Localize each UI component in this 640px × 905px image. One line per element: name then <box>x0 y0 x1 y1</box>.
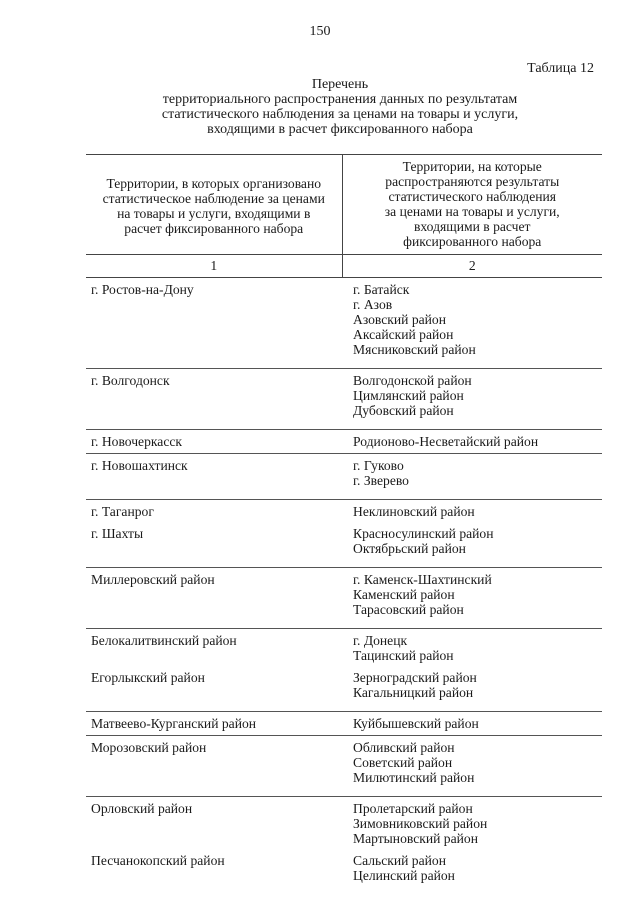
table-row <box>86 369 602 430</box>
covered-territory: г. Донецк <box>353 633 408 648</box>
observed-territory: Орловский район <box>91 801 193 816</box>
title-line: статистического наблюдения за ценами на товары и услуги, <box>161 107 519 122</box>
table-row <box>86 522 602 568</box>
col2-header-line: входящими в расчет <box>413 219 531 234</box>
table-row <box>86 568 602 629</box>
observed-territory: Егорлыкский район <box>86 666 342 712</box>
table-row <box>86 454 602 500</box>
title-line: Перечень <box>311 77 369 92</box>
covered-territories <box>342 736 602 797</box>
covered-territory: Обливский район <box>353 740 455 755</box>
covered-territories <box>342 430 602 454</box>
covered-territory: Советский район <box>353 755 453 770</box>
covered-territory: Красносулинский район <box>353 526 494 541</box>
col2-header <box>342 155 602 255</box>
table-row <box>86 430 602 454</box>
covered-territory: Куйбышевский район <box>353 716 479 731</box>
covered-territory: г. Азов <box>353 297 393 312</box>
covered-territories <box>342 629 602 667</box>
covered-territory: Тарасовский район <box>353 602 464 617</box>
col1-header-line: на товары и услуги, входящими в <box>117 206 311 221</box>
covered-territory: Зерноградский район <box>353 670 477 685</box>
covered-territory: Родионово-Несветайский район <box>353 434 539 449</box>
covered-territories <box>342 568 602 629</box>
covered-territory: Тацинский район <box>353 648 454 663</box>
col2-number: 2 <box>342 255 602 278</box>
col1-header-line: статистическое наблюдение за ценами <box>102 191 325 206</box>
covered-territory: Зимовниковский район <box>353 816 488 831</box>
column-numbers-row <box>86 255 602 278</box>
col1-header <box>86 155 342 255</box>
table-row <box>86 278 602 369</box>
observed-territory: Морозовский район <box>86 736 342 797</box>
table-header-row <box>86 155 602 255</box>
col2-header-line: за ценами на товары и услуги, <box>384 204 560 219</box>
covered-territories <box>342 849 602 894</box>
observed-territory: г. Шахты <box>86 522 342 568</box>
table-label: Таблица 12 <box>527 61 594 76</box>
col1-number: 1 <box>86 255 342 278</box>
table-row <box>86 849 602 894</box>
covered-territory: Каменский район <box>353 587 455 602</box>
col2-header-line: статистического наблюдения <box>388 189 557 204</box>
table-row <box>86 712 602 736</box>
covered-territory: Азовский район <box>353 312 447 327</box>
covered-territories <box>342 797 602 850</box>
covered-territories <box>342 522 602 568</box>
table-row <box>86 500 602 523</box>
covered-territory: Дубовский район <box>353 403 454 418</box>
covered-territory: г. Батайск <box>353 282 410 297</box>
table-row <box>86 736 602 797</box>
covered-territory: Пролетарский район <box>353 801 473 816</box>
covered-territory: Октябрьский район <box>353 541 466 556</box>
covered-territory: Сальский район <box>353 853 446 868</box>
covered-territory: Цимлянский район <box>353 388 464 403</box>
covered-territories <box>342 278 602 369</box>
table-title <box>60 77 620 137</box>
covered-territory: Целинский район <box>353 868 455 883</box>
covered-territory: Мясниковский район <box>353 342 476 357</box>
observed-territory: Миллеровский район <box>86 568 342 629</box>
title-line: входящими в расчет фиксированного набора <box>207 122 473 137</box>
covered-territory: Мартыновский район <box>353 831 478 846</box>
territories-table <box>86 154 602 894</box>
covered-territories <box>342 454 602 500</box>
page-number: 150 <box>309 24 331 39</box>
observed-territory: г. Новочеркасск <box>86 430 342 454</box>
title-line: территориального распространения данных по результатам <box>162 92 518 107</box>
observed-territory: г. Таганрог <box>91 504 154 519</box>
covered-territory: г. Зверево <box>353 473 409 488</box>
covered-territory: Неклиновский район <box>353 504 475 519</box>
covered-territory: г. Гуково <box>353 458 404 473</box>
observed-territory: Белокалитвинский район <box>91 633 237 648</box>
covered-territories <box>342 500 602 523</box>
observed-territory: г. Новошахтинск <box>86 454 342 500</box>
col1-header-line: расчет фиксированного набора <box>124 221 304 236</box>
covered-territory: Милютинский район <box>353 770 475 785</box>
table-row <box>86 629 602 667</box>
covered-territory: Аксайский район <box>353 327 454 342</box>
observed-territory: г. Ростов-на-Дону <box>86 278 342 369</box>
col2-header-line: распространяются результаты <box>385 174 560 189</box>
table-row <box>86 797 602 850</box>
col2-header-line: фиксированного набора <box>403 234 542 249</box>
table-row <box>86 666 602 712</box>
covered-territories <box>342 712 602 736</box>
observed-territory: г. Волгодонск <box>86 369 342 430</box>
covered-territory: г. Каменск-Шахтинский <box>353 572 492 587</box>
covered-territory: Кагальницкий район <box>353 685 474 700</box>
observed-territory: Матвеево-Курганский район <box>86 712 342 736</box>
col2-header-line: Территории, на которые <box>402 159 542 174</box>
covered-territories <box>342 369 602 430</box>
covered-territories <box>342 666 602 712</box>
covered-territory: Волгодонской район <box>353 373 472 388</box>
observed-territory: Песчанокопский район <box>91 853 225 868</box>
col1-header-line: Территории, в которых организовано <box>106 176 322 191</box>
